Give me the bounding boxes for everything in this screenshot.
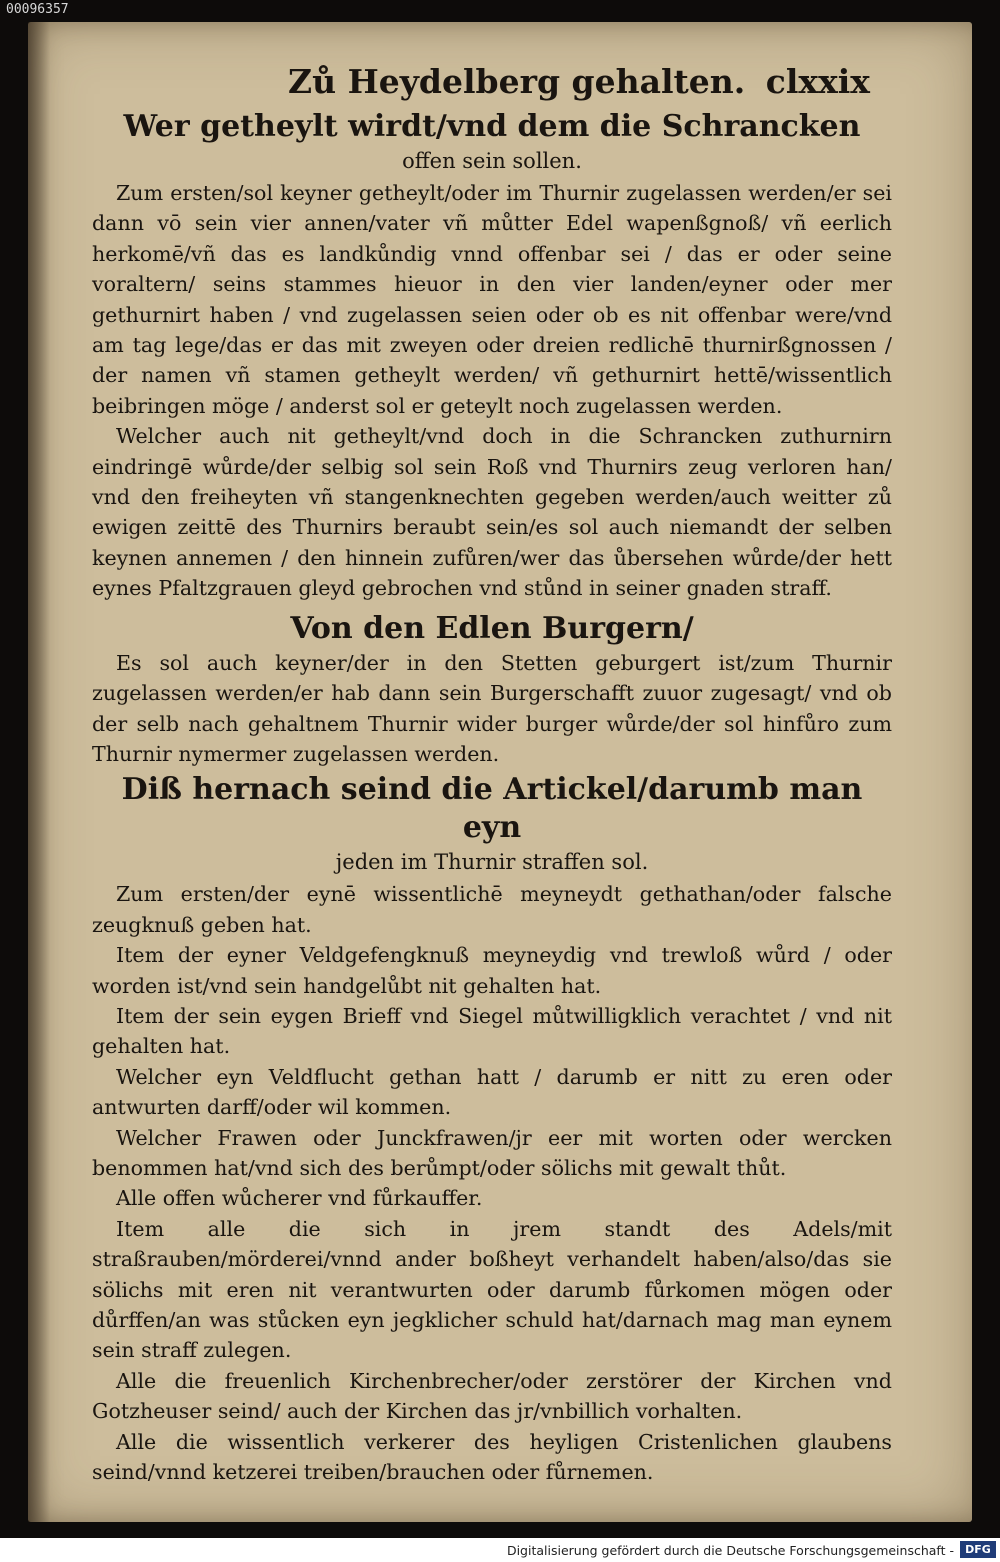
section-schrancken [92, 108, 892, 604]
folio-number: clxxix [765, 62, 870, 101]
section-edle-burger [92, 610, 892, 770]
article-item: Alle die wissentlich verkerer des heyligen Cristenlichen glaubens seind/vnnd ketzerei treiben/brauchen oder fůrnemen. [92, 1429, 892, 1485]
dfg-logo: DFG [960, 1541, 996, 1558]
article-item: Alle offen wůcherer vnd fůrkauffer. [116, 1186, 483, 1211]
article-item: Item der sein eygen Brieff vnd Siegel můtwilligklich verachtet / vnd nit gehalten hat. [92, 1003, 892, 1059]
article-item: Welcher eyn Veldflucht gethan hatt / darumb er nitt zu eren oder antwurten darff/oder wil kommen. [92, 1064, 892, 1120]
funding-credit: Digitalisierung gefördert durch die Deutsche Forschungsgemeinschaft - [506, 1543, 954, 1558]
paragraph: Welcher auch nit getheylt/vnd doch in die Schrancken zuthurnirn eindringē wůrde/der selbig sol sein Roß vnd Thurnirs zeug verloren han/ vnd den freiheyten vñ stangenknechten gegeben werden/auch weitter zů ewigen zeittē des Thurnirs beraubt sein/es sol auch niemandt der selben keynen annemen / den hinnein zufůren/wer das ůbersehen wůrde/der hett eynes Pfaltzgrauen gleyd gebrochen vnd stůnd in seiner gnaden straff. [92, 424, 892, 601]
section-artickel [92, 771, 892, 1487]
running-head: Zů Heydelberg gehalten. [288, 62, 746, 101]
section-subheading: jeden im Thurnir straffen sol. [335, 850, 649, 875]
section-heading: Wer getheylt wirdt/vnd dem die Schrancken [123, 109, 861, 144]
article-item: Zum ersten/der eynē wissentlichē meyneydt gethathan/oder falsche zeugknuß geben hat. [92, 882, 892, 937]
scan-id-label: 00096357 [6, 2, 69, 17]
page-header [92, 62, 892, 106]
section-subheading: offen sein sollen. [402, 149, 582, 173]
digitization-footer [0, 1538, 1000, 1562]
paragraph: Zum ersten/sol keyner getheylt/oder im Thurnir zugelassen werden/er sei dann vō sein vier annen/vater vñ můtter Edel wapenßgnoß/ vñ eerlich herkomē/vñ das es landkůndig vnnd offenbar sei / das er oder seine voraltern/ seins stammes hieuor in den vier landen/eyner oder mer gethurnirt haben / vnd zugelassen seien oder ob es nit offenbar were/vnd am tag lege/das er das mit zweyen oder dreien redlichē thurnirßgnossen / der namen vñ stamen getheylt werden/ vñ gethurnirt hettē/wissentlich beibringen möge / anderst sol er geteylt noch zugelassen werden. [92, 181, 892, 418]
section-heading: Von den Edlen Burgern/ [290, 610, 694, 646]
article-item: Item der eyner Veldgefengknuß meyneydig vnd trewloß wůrd / oder worden ist/vnd sein handgelůbt nit gehalten hat. [92, 943, 892, 998]
page-gutter-shadow [28, 22, 50, 1522]
article-item: Alle die freuenlich Kirchenbrecher/oder zerstörer der Kirchen vnd Gotzheuser seind/ auch der Kirchen das jr/vnbillich vorhalten. [92, 1368, 892, 1424]
article-item: Item alle die sich in jrem standt des Adels/mit straßrauben/mörderei/vnnd ander boßheyt verhandelt haben/also/das sie sölichs mit eren nit verantwurten oder darumb fůrkomen mögen oder důrffen/an was stůcken eyn jegklicher schuld hat/darnach mag man eynem sein straff zulegen. [92, 1216, 892, 1363]
paragraph: Es sol auch keyner/der in den Stetten geburgert ist/zum Thurnir zugelassen werden/er hab dann sein Burgerschafft zuuor zugesagt/ vnd ob der selb nach gehaltnem Thurnir wider burger wůrde/der sol hinfůro zum Thurnir nymermer zugelassen werden. [92, 650, 892, 766]
page-text-block [92, 62, 892, 1487]
article-item: Welcher Frawen oder Junckfrawen/jr eer mit worten oder wercken benommen hat/vnd sich des berůmpt/oder sölichs mit gewalt thůt. [92, 1125, 892, 1180]
section-heading: Diß hernach seind die Artickel/darumb man eyn [121, 772, 863, 846]
